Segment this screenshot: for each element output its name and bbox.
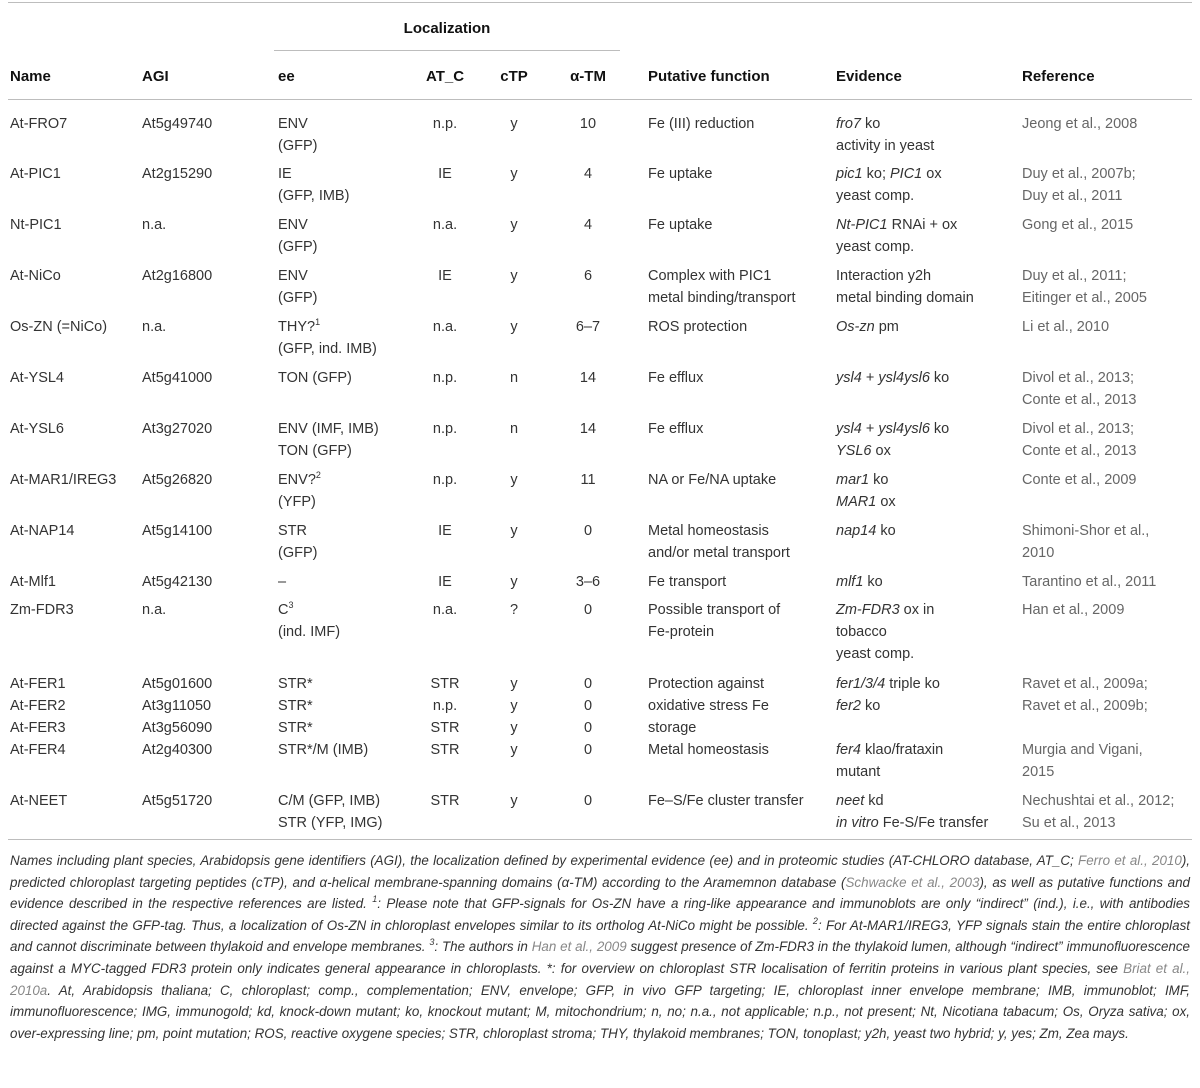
cell-ee: ENV (GFP): [278, 217, 318, 255]
cell-atc: n.a.: [432, 602, 458, 618]
cell-ctp: n: [509, 421, 519, 437]
cell-name: At-YSL6: [10, 421, 64, 437]
localization-group-header: Localization: [403, 20, 491, 37]
cell-ctp: y: [510, 742, 518, 758]
cell-evidence: Nt-PIC1 RNAi + ox yeast comp.: [836, 217, 958, 255]
cell-reference[interactable]: Ravet et al., 2009a;: [1022, 676, 1148, 692]
cell-function: Fe efflux: [648, 421, 704, 437]
cell-ctp: y: [510, 166, 518, 182]
cell-evidence: ysl4 + ysl4ysl6 ko: [836, 370, 950, 386]
cell-name: At-FER1: [10, 676, 66, 692]
localization-rule: [274, 50, 620, 51]
cell-function: Possible transport of Fe-protein: [648, 602, 781, 640]
cell-atc: n.a.: [432, 217, 458, 233]
cell-atc: STR: [430, 742, 460, 758]
cell-ctp: y: [510, 523, 518, 539]
cell-reference[interactable]: Gong et al., 2015: [1022, 217, 1134, 233]
cell-evidence: Os-zn pm: [836, 319, 899, 335]
cell-reference[interactable]: Divol et al., 2013; Conte et al., 2013: [1022, 421, 1137, 459]
cell-reference[interactable]: Tarantino et al., 2011: [1022, 574, 1157, 590]
cell-agi: At3g11050: [142, 698, 212, 714]
cell-function: storage: [648, 720, 697, 736]
header-agi: AGI: [142, 68, 169, 85]
cell-evidence: Zm-FDR3 ox in tobacco yeast comp.: [836, 602, 935, 662]
cell-ee: TON (GFP): [278, 370, 352, 386]
cell-evidence: mar1 ko MAR1 ox: [836, 472, 896, 510]
cell-atc: STR: [430, 720, 460, 736]
cell-ctp: y: [510, 319, 518, 335]
cell-name: At-FER4: [10, 742, 66, 758]
cell-evidence: Interaction y2h metal binding domain: [836, 268, 974, 306]
cell-tm: 0: [583, 793, 593, 809]
cell-reference[interactable]: Murgia and Vigani, 2015: [1022, 742, 1143, 780]
cell-atc: n.a.: [432, 319, 458, 335]
cell-agi: At3g27020: [142, 421, 213, 437]
cell-agi: At5g01600: [142, 676, 213, 692]
cell-function: Protection against: [648, 676, 765, 692]
cell-evidence: fro7 ko activity in yeast: [836, 116, 935, 154]
cell-function: Metal homeostasis: [648, 742, 769, 758]
ref-link-ferro[interactable]: Ferro et al., 2010: [1078, 853, 1182, 868]
header-name: Name: [10, 68, 51, 85]
cell-evidence: ysl4 + ysl4ysl6 ko YSL6 ox: [836, 421, 950, 459]
cell-evidence: nap14 ko: [836, 523, 896, 539]
bottom-rule: [8, 839, 1192, 840]
cell-ee: ENV?$^2$ (YFP): [278, 470, 321, 510]
cell-agi: At2g15290: [142, 166, 213, 182]
cell-ctp: y: [510, 472, 518, 488]
cell-tm: 10: [579, 116, 597, 132]
cell-name: At-NiCo: [10, 268, 61, 284]
cell-function: Fe–S/Fe cluster transfer: [648, 793, 804, 809]
cell-tm: 14: [579, 421, 597, 437]
cell-agi: At5g51720: [142, 793, 213, 809]
cell-agi: At5g26820: [142, 472, 213, 488]
cell-name: Os-ZN (=NiCo): [10, 319, 108, 335]
cell-name: At-YSL4: [10, 370, 64, 386]
header-atc: AT_C: [425, 68, 465, 85]
cell-reference[interactable]: Ravet et al., 2009b;: [1022, 698, 1148, 714]
cell-ctp: y: [510, 720, 518, 736]
cell-reference[interactable]: Li et al., 2010: [1022, 319, 1110, 335]
cell-tm: 0: [583, 676, 593, 692]
cell-ee: STR*: [278, 698, 313, 714]
cell-function: ROS protection: [648, 319, 748, 335]
cell-agi: At3g56090: [142, 720, 213, 736]
header-function: Putative function: [648, 68, 770, 85]
cell-ctp: y: [510, 116, 518, 132]
cell-tm: 6: [583, 268, 593, 284]
cell-atc: n.p.: [432, 472, 458, 488]
cell-tm: 0: [583, 720, 593, 736]
cell-atc: n.p.: [432, 116, 458, 132]
cell-reference[interactable]: Duy et al., 2007b; Duy et al., 2011: [1022, 166, 1136, 204]
cell-ctp: y: [510, 217, 518, 233]
cell-name: At-MAR1/IREG3: [10, 472, 117, 488]
cell-name: Zm-FDR3: [10, 602, 74, 618]
ref-link-han[interactable]: Han et al., 2009: [531, 939, 627, 955]
cell-ee: STR (GFP): [278, 523, 318, 561]
cell-function: oxidative stress Fe: [648, 698, 769, 714]
cell-agi: n.a.: [142, 602, 167, 618]
cell-name: Nt-PIC1: [10, 217, 62, 233]
cell-agi: n.a.: [142, 319, 167, 335]
cell-tm: 3–6: [575, 574, 601, 590]
cell-atc: STR: [430, 793, 460, 809]
cell-atc: n.p.: [432, 698, 458, 714]
ref-link-briat[interactable]: Briat et al., 2010a: [10, 960, 1190, 998]
cell-ctp: y: [510, 574, 518, 590]
cell-agi: At5g14100: [142, 523, 213, 539]
header-reference: Reference: [1022, 68, 1095, 85]
cell-ee: STR*: [278, 676, 313, 692]
cell-ee: $C^3$ (ind. IMF): [278, 600, 341, 640]
cell-atc: IE: [438, 268, 452, 284]
cell-atc: IE: [438, 574, 452, 590]
ref-link-schwacke[interactable]: Schwacke et al., 2003: [845, 874, 980, 890]
cell-tm: 0: [583, 698, 593, 714]
cell-evidence: fer1/3/4 triple ko: [836, 676, 940, 692]
cell-agi: n.a.: [142, 217, 167, 233]
cell-name: At-FRO7: [10, 116, 68, 132]
header-tm: α-TM: [570, 68, 606, 85]
top-rule: [8, 2, 1192, 3]
cell-evidence: fer2 ko: [836, 698, 881, 714]
cell-agi: At5g42130: [142, 574, 213, 590]
cell-tm: 0: [583, 742, 593, 758]
cell-agi: At2g40300: [142, 742, 213, 758]
cell-ee: C/M (GFP, IMB) STR (YFP, IMG): [278, 793, 383, 831]
cell-ctp: y: [510, 676, 518, 692]
cell-tm: 6–7: [575, 319, 601, 335]
cell-name: At-NAP14: [10, 523, 75, 539]
header-rule: [8, 99, 1192, 100]
cell-reference[interactable]: Han et al., 2009: [1022, 602, 1125, 618]
cell-ctp: ?: [509, 602, 519, 618]
cell-tm: 4: [583, 166, 593, 182]
cell-tm: 0: [583, 523, 593, 539]
cell-ee: STR*/M (IMB): [278, 742, 369, 758]
cell-function: Fe uptake: [648, 217, 713, 233]
cell-atc: n.p.: [432, 370, 458, 386]
cell-atc: n.p.: [432, 421, 458, 437]
cell-tm: 4: [583, 217, 593, 233]
cell-ctp: n: [509, 370, 519, 386]
cell-ee: IE (GFP, IMB): [278, 166, 350, 204]
cell-atc: IE: [438, 523, 452, 539]
cell-ee: ENV (GFP): [278, 116, 318, 154]
cell-evidence: neet kd in vitro Fe-S/Fe transfer: [836, 793, 989, 831]
cell-name: At-Mlf1: [10, 574, 56, 590]
cell-reference[interactable]: Shimoni-Shor et al., 2010: [1022, 523, 1150, 561]
cell-function: Fe efflux: [648, 370, 704, 386]
cell-ctp: y: [510, 793, 518, 809]
cell-ctp: y: [510, 268, 518, 284]
cell-name: At-PIC1: [10, 166, 61, 182]
cell-ee: ENV (GFP): [278, 268, 318, 306]
cell-evidence: pic1 ko; PIC1 ox yeast comp.: [836, 166, 942, 204]
cell-tm: 14: [579, 370, 597, 386]
cell-tm: 11: [580, 472, 596, 488]
cell-atc: STR: [430, 676, 460, 692]
cell-atc: IE: [438, 166, 452, 182]
cell-ee: STR*: [278, 720, 313, 736]
cell-function: Fe transport: [648, 574, 727, 590]
cell-reference[interactable]: Jeong et al., 2008: [1022, 116, 1138, 132]
table-caption: Names including plant species, Arabidopsis gene identifiers (AGI), the localization defined by experimental evidence (ee) and in proteomic studies (AT-CHLORO database, AT_C; Ferro et al., 2010), predicted chloroplast targeting peptides (cTP), and α-helical membrane-spanning domains (α-TM) according to the Aramemnon database (Schwacke et al., 2003), as well as putative functions and evidence described in the respective references are listed. $^1$: Please note that GFP-signals for Os-ZN have a ring-like appearance and immunoblots are only “indirect” (ind.), i.e., with antibodies directed against the GFP-tag. Thus, a localization of Os-ZN in chloroplast envelopes similar to its ortholog At-NiCo might be possible. $^2$: For At-MAR1/IREG3, YFP signals stain the entire chloroplast and cannot discriminate between thylakoid and envelope membranes. $^3$: The authors in Han et al., 2009 suggest presence of Zm-FDR3 in the thylakoid lumen, although “indirect” immunofluorescence against a MYC-tagged FDR3 protein only indicates general appearance in chloroplasts. *: for overview on chloroplast STR localisation of ferritin proteins in various plant species, see Briat et al., 2010a. At, Arabidopsis thaliana; C, chloroplast; comp., complementation; ENV, envelope; GFP, in vivo GFP targeting; IE, chloroplast inner envelope membrane; IMB, immunoblot; IMF, immunofluorescence; IMG, immunogold; kd, knock-down mutant; ko, knockout mutant; M, mitochondrium; n, no; n.a., not applicable; n.p., not present; Nt, Nicotiana tabacum; Os, Oryza sativa; ox, over-expressing line; pm, point mutation; ROS, reactive oxygene species; STR, chloroplast stroma; THY, thylakoid membranes; TON, tonoplast; y2h, yeast two hybrid; y, yes; Zm, Zea mays.: [10, 853, 1191, 1041]
header-ctp: cTP: [500, 68, 528, 85]
cell-function: Complex with PIC1 metal binding/transport: [648, 268, 796, 306]
cell-reference[interactable]: Conte et al., 2009: [1022, 472, 1137, 488]
cell-function: Fe (III) reduction: [648, 116, 755, 132]
cell-ee: ENV (IMF, IMB) TON (GFP): [278, 421, 379, 459]
cell-function: Metal homeostasis and/or metal transport: [648, 523, 790, 561]
cell-ee: –: [278, 574, 287, 590]
header-ee: ee: [278, 68, 295, 85]
cell-agi: At2g16800: [142, 268, 213, 284]
cell-function: NA or Fe/NA uptake: [648, 472, 777, 488]
header-evidence: Evidence: [836, 68, 902, 85]
cell-reference[interactable]: Duy et al., 2011; Eitinger et al., 2005: [1022, 268, 1147, 306]
cell-reference[interactable]: Divol et al., 2013; Conte et al., 2013: [1022, 370, 1137, 408]
cell-ee: THY?$^1$ (GFP, ind. IMB): [278, 317, 377, 357]
cell-function: Fe uptake: [648, 166, 713, 182]
cell-ctp: y: [510, 698, 518, 714]
cell-name: At-NEET: [10, 793, 68, 809]
cell-agi: At5g49740: [142, 116, 213, 132]
cell-evidence: mlf1 ko: [836, 574, 883, 590]
cell-agi: At5g41000: [142, 370, 213, 386]
cell-reference[interactable]: Nechushtai et al., 2012; Su et al., 2013: [1022, 793, 1175, 831]
cell-name: At-FER2: [10, 698, 66, 714]
cell-name: At-FER3: [10, 720, 66, 736]
cell-evidence: fer4 klao/frataxin mutant: [836, 742, 944, 780]
cell-tm: 0: [583, 602, 593, 618]
